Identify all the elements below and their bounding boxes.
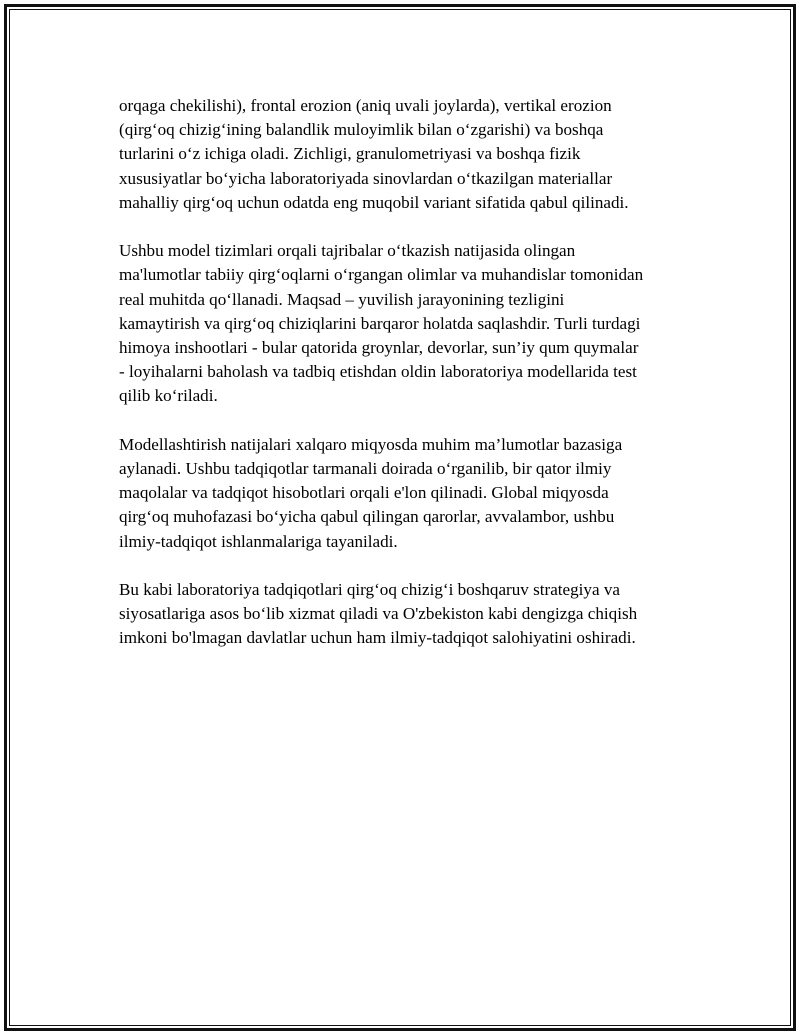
text-line: xususiyatlar bo‘yicha laboratoriyada sinovlardan o‘tkazilgan materiallar (119, 168, 613, 188)
text-line: Ushbu model tizimlari orqali tajribalar o‘tkazish natijasida olingan (119, 241, 576, 261)
paragraph-strategy-policy (119, 578, 694, 651)
text-line: qirg‘oq muhofazasi bo‘yicha qabul qilingan qarorlar, avvalambor, ushbu (119, 507, 615, 527)
document-body (119, 94, 694, 675)
text-line: (qirg‘oq chizig‘ining balandlik muloyimlik bilan o‘zgarishi) va boshqa (119, 120, 604, 140)
text-line: turlarini o‘z ichiga oladi. Zichligi, granulometriyasi va boshqa fizik (119, 144, 581, 164)
text-line: kamaytirish va qirg‘oq chiziqlarini barqaror holatda saqlashdir. Turli turdagi (119, 313, 641, 333)
paragraph-model-experiments (119, 239, 694, 408)
text-line: Bu kabi laboratoriya tadqiqotlari qirg‘oq chizig‘i boshqaruv strategiya va (119, 580, 620, 600)
text-line: - loyihalarni baholash va tadbiq etishdan oldin laboratoriya modellarida test (119, 362, 637, 382)
text-line: himoya inshootlari - bular qatorida groynlar, devorlar, sun’iy qum quymalar (119, 338, 639, 358)
text-line: mahalliy qirg‘oq uchun odatda eng muqobil variant sifatida qabul qilinadi. (119, 192, 629, 212)
text-line: orqaga chekilishi), frontal erozion (aniq uvali joylarda), vertikal erozion (119, 96, 612, 115)
text-line: qilib ko‘riladi. (119, 386, 218, 406)
paragraph-erosion-types (119, 94, 694, 215)
text-line: maqolalar va tadqiqot hisobotlari orqali e'lon qilinadi. Global miqyosda (119, 483, 609, 503)
text-line: imkoni bo'lmagan davlatlar uchun ham ilmiy-tadqiqot salohiyatini oshiradi. (119, 628, 636, 648)
text-line: Modellashtirish natijalari xalqaro miqyosda muhim ma’lumotlar bazasiga (119, 434, 623, 454)
text-line: ilmiy-tadqiqot ishlanmalariga tayaniladi. (119, 531, 398, 551)
text-line: real muhitda qo‘llanadi. Maqsad – yuvilish jarayonining tezligini (119, 289, 565, 309)
text-line: aylanadi. Ushbu tadqiqotlar tarmanali doirada o‘rganilib, bir qator ilmiy (119, 459, 612, 479)
text-line: ma'lumotlar tabiiy qirg‘oqlarni o‘rgangan olimlar va muhandislar tomonidan (119, 265, 644, 285)
paragraph-international-database (119, 433, 694, 554)
text-line: siyosatlariga asos bo‘lib xizmat qiladi va O'zbekiston kabi dengizga chiqish (119, 604, 638, 624)
